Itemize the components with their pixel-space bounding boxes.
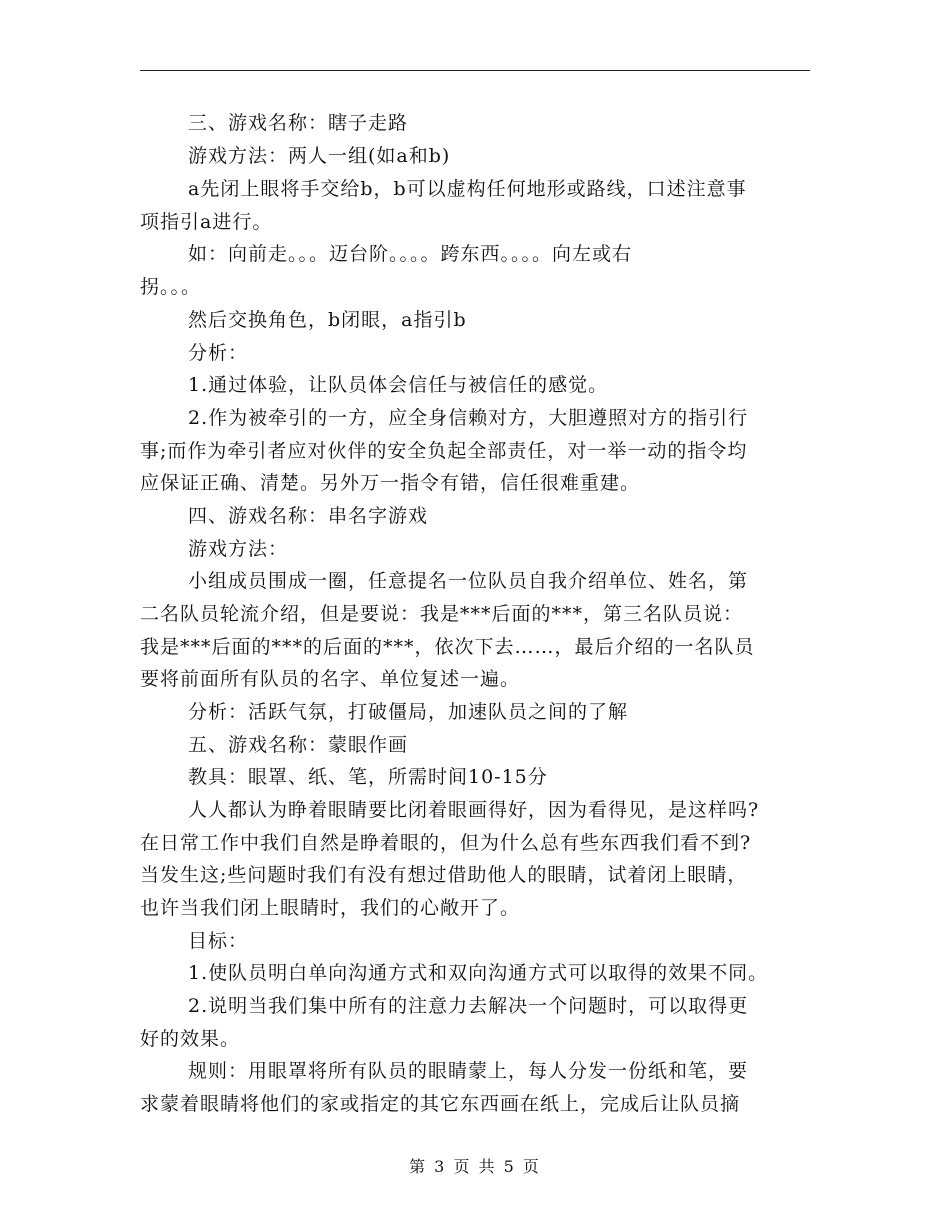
text-line: 二名队员轮流介绍，但是要说：我是***后面的***，第三名队员说： <box>140 603 744 625</box>
text-line: 要将前面所有队员的名字、单位复述一遍。 <box>140 668 521 690</box>
text-line: 好的效果。 <box>140 1028 241 1050</box>
text-line: 小组成员围成一圈，任意提名一位队员自我介绍单位、姓名，第 <box>188 570 749 592</box>
text-line: 1.通过体验，让队员体会信任与被信任的感觉。 <box>188 374 609 396</box>
text-line: 当发生这;些问题时我们有没有想过借助他人的眼睛，试着闭上眼睛， <box>140 864 748 886</box>
text-line: 在日常工作中我们自然是睁着眼的，但为什么总有些东西我们看不到? <box>140 832 752 854</box>
text-line: 事;而作为牵引者应对伙伴的安全负起全部责任，对一举一动的指令均 <box>140 440 748 462</box>
text-line: 游戏方法： <box>188 538 289 560</box>
header-rule <box>140 70 810 71</box>
text-line: 应保证正确、清楚。另外万一指令有错，信任很难重建。 <box>140 472 641 494</box>
heading-game-4: 四、游戏名称：串名字游戏 <box>188 505 429 527</box>
text-line: 目标： <box>188 930 249 952</box>
text-line: 拐。。。 <box>140 276 202 298</box>
text-line: 1.使队员明白单向沟通方式和双向沟通方式可以取得的效果不同。 <box>188 962 769 984</box>
text-line: 规则：用眼罩将所有队员的眼睛蒙上，每人分发一份纸和笔，要 <box>188 1060 749 1082</box>
text-line: 分析：活跃气氛，打破僵局，加速队员之间的了解 <box>188 701 629 723</box>
text-line: 也许当我们闭上眼睛时，我们的心敞开了。 <box>140 897 521 919</box>
text-line: a先闭上眼将手交给b，b可以虚构任何地形或路线，口述注意事 <box>188 178 747 200</box>
text-line: 2.说明当我们集中所有的注意力去解决一个问题时，可以取得更 <box>188 995 749 1017</box>
text-line: 分析： <box>188 342 249 364</box>
text-line: 然后交换角色，b闭眼，a指引b <box>188 309 467 331</box>
text-line: 人人都认为睁着眼睛要比闭着眼画得好，因为看得见，是这样吗? <box>188 799 760 821</box>
page-footer: 第 3 页 共 5 页 <box>409 1157 541 1176</box>
text-line: 教具：眼罩、纸、笔，所需时间10-15分 <box>188 766 548 788</box>
heading-game-3: 三、游戏名称：瞎子走路 <box>188 112 409 134</box>
heading-game-5: 五、游戏名称：蒙眼作画 <box>188 734 409 756</box>
text-line: 游戏方法：两人一组(如a和b) <box>188 145 451 167</box>
text-line: 如：向前走。。。迈台阶。。。。跨东西。。。。向左或右 <box>188 243 633 265</box>
text-line: 求蒙着眼睛将他们的家或指定的其它东西画在纸上，完成后让队员摘 <box>140 1093 741 1115</box>
text-line: 项指引a进行。 <box>140 211 273 233</box>
text-line: 我是***后面的***的后面的***，依次下去……，最后介绍的一名队员 <box>140 636 755 658</box>
text-line: 2.作为被牵引的一方，应全身信赖对方，大胆遵照对方的指引行 <box>188 407 749 429</box>
